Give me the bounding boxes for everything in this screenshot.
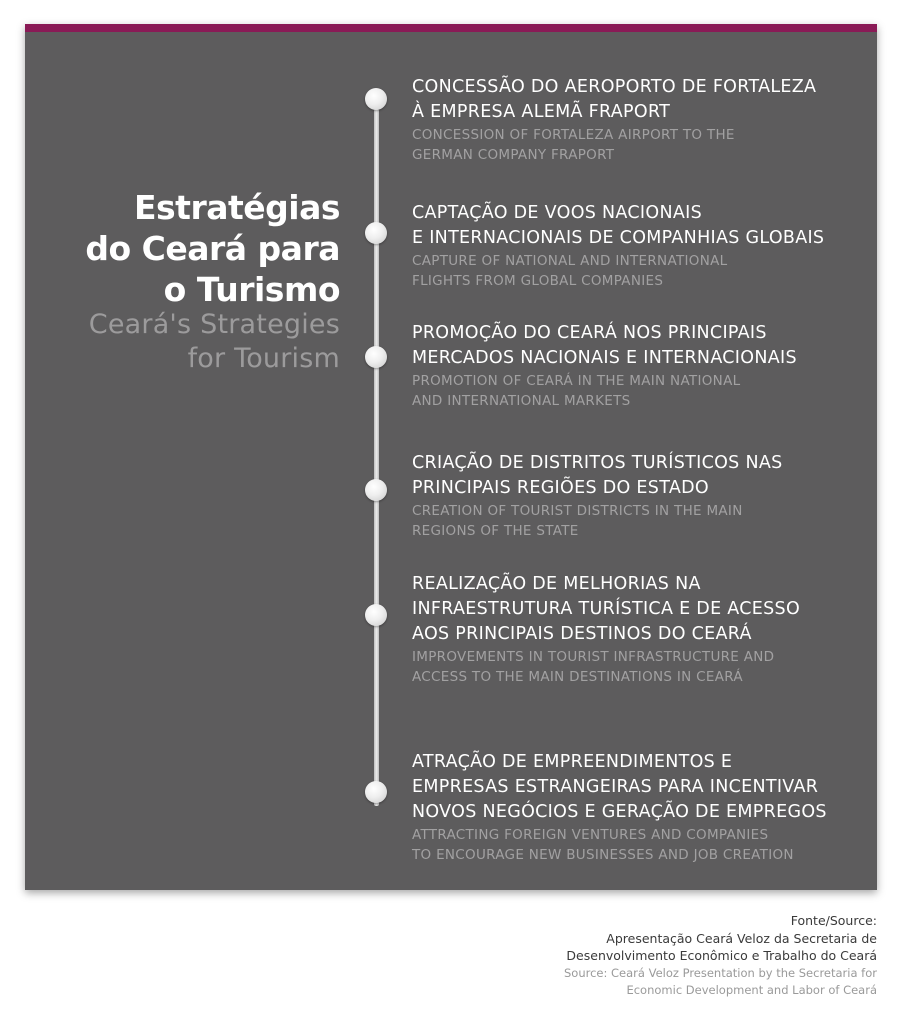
timeline-line [374,109,379,806]
strategy-title-en: PROMOTION OF CEARÁ IN THE MAIN NATIONAL AND INTERNATIONAL MARKETS [412,373,741,409]
page-subtitle: Ceará's Strategies for Tourism [88,309,340,374]
timeline-dot [365,222,387,244]
strategies-panel [25,24,877,890]
timeline-dot [365,604,387,626]
strategy-title-pt: CAPTAÇÃO DE VOOS NACIONAIS E INTERNACIONAIS DE COMPANHIAS GLOBAIS [412,203,825,248]
source-label: Fonte/Source: [790,913,877,928]
strategy-item [412,321,882,411]
source-note [357,912,877,999]
strategy-title-pt: PROMOÇÃO DO CEARÁ NOS PRINCIPAIS MERCADOS NACIONAIS E INTERNACIONAIS [412,323,797,368]
source-text-en: Source: Ceará Veloz Presentation by the Secretaria for Economic Development and Labor of Ceará [564,965,877,997]
page-title: Estratégias do Ceará para o Turismo [85,188,340,309]
strategy-item [412,451,882,541]
strategy-title-pt: REALIZAÇÃO DE MELHORIAS NA INFRAESTRUTURA TURÍSTICA E DE ACESSO AOS PRINCIPAIS DESTINOS DO CEARÁ [412,574,801,644]
strategy-title-pt: CRIAÇÃO DE DISTRITOS TURÍSTICOS NAS PRINCIPAIS REGIÕES DO ESTADO [412,453,783,498]
strategy-item [412,75,882,165]
timeline-dot [365,479,387,501]
strategy-title-pt: CONCESSÃO DO AEROPORTO DE FORTALEZA À EMPRESA ALEMÃ FRAPORT [412,77,817,122]
strategy-title-en: CONCESSION OF FORTALEZA AIRPORT TO THE GERMAN COMPANY FRAPORT [412,127,735,163]
title-block [20,187,340,376]
strategy-title-en: CAPTURE OF NATIONAL AND INTERNATIONAL FLIGHTS FROM GLOBAL COMPANIES [412,253,728,289]
timeline-dot [365,346,387,368]
strategy-title-en: CREATION OF TOURIST DISTRICTS IN THE MAIN REGIONS OF THE STATE [412,503,743,539]
strategy-title-pt: ATRAÇÃO DE EMPREENDIMENTOS E EMPRESAS ESTRANGEIRAS PARA INCENTIVAR NOVOS NEGÓCIOS E GERAÇÃO DE EMPREGOS [412,752,827,822]
strategy-item [412,750,882,865]
strategy-title-en: IMPROVEMENTS IN TOURIST INFRASTRUCTURE AND ACCESS TO THE MAIN DESTINATIONS IN CEARÁ [412,649,775,685]
source-text-pt: Apresentação Ceará Veloz da Secretaria de Desenvolvimento Econômico e Trabalho do Ceará [566,930,877,963]
strategy-title-en: ATTRACTING FOREIGN VENTURES AND COMPANIES TO ENCOURAGE NEW BUSINESSES AND JOB CREATION [412,827,794,863]
strategy-item [412,201,882,291]
timeline-dot [365,781,387,803]
timeline-dot [365,88,387,110]
strategy-item [412,572,882,687]
